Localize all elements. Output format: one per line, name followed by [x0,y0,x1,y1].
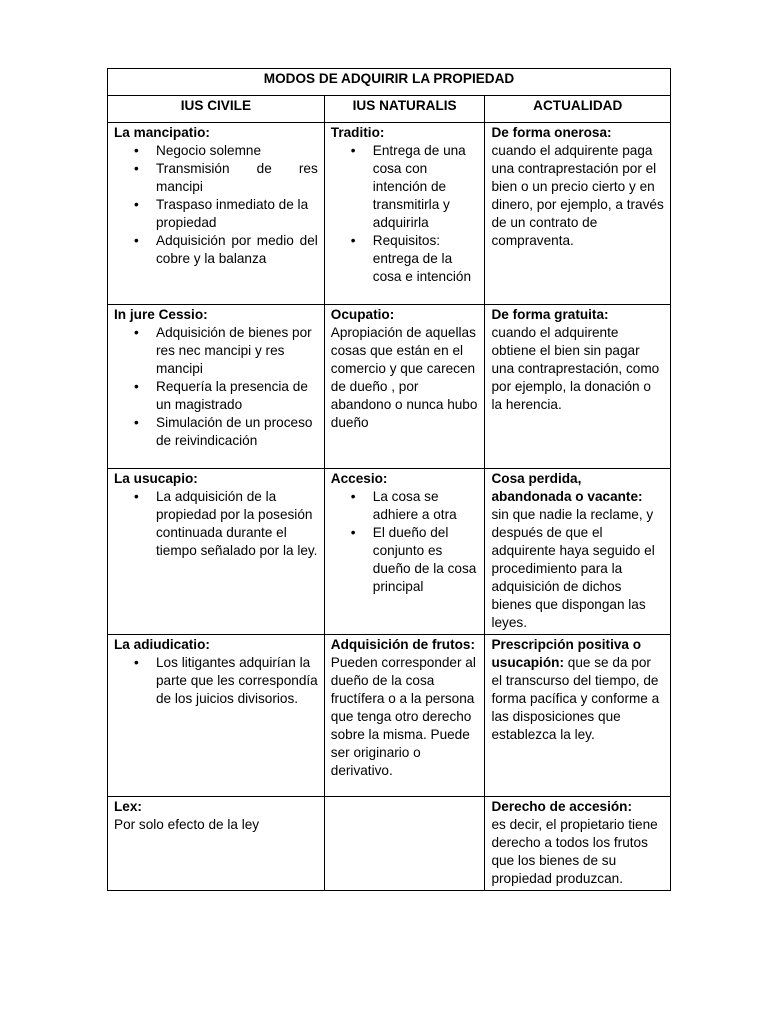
cell-ius-civile [108,123,325,305]
cell-heading: Traditio: [330,125,385,140]
cell-ius-naturalis [324,635,485,797]
cell-heading: Cosa perdida, abandonada o vacante: [491,471,643,504]
bullet-list [114,324,318,450]
cell-ius-civile [108,305,325,469]
cell-actualidad [485,797,671,891]
cell-text: cuando el adquirente paga una contraprestación por el bien o un precio cierto y en dinero, por ejemplo, a través de un contrato de compraventa. [491,143,664,248]
header-ius-civile: IUS CIVILE [108,96,325,123]
list-item: • Simulación de un proceso de reivindicación [156,414,318,450]
bullet-list [114,654,318,708]
bullet-list [114,142,318,268]
cell-text: Pueden corresponder al dueño de la cosa fructífera o a la persona que tenga otro derecho sobre la misma. Puede ser originario o derivativo. [330,655,476,778]
cell-ius-naturalis [324,305,485,469]
list-item: • Traspaso inmediato de la propiedad [156,196,318,232]
cell-heading: Lex: [114,799,142,814]
list-item: • Requisitos: entrega de la cosa e intención [373,232,479,286]
list-item: • Adquisición de bienes por res nec mancipi y res mancipi [156,324,318,378]
list-item: • Entrega de una cosa con intención de transmitirla y adquirirla [373,142,479,232]
bullet-list [331,142,479,286]
cell-heading: Adquisición de frutos: [330,637,476,652]
cell-heading: Prescripción positiva o usucapión: [491,637,642,670]
list-item: • La adquisición de la propiedad por la posesión continuada durante el tiempo señalado por la ley. [156,488,318,560]
cell-text: es decir, el propietario tiene derecho a todos los frutos que los bienes de su propiedad produzcan. [491,817,658,886]
cell-ius-naturalis-empty [324,797,485,891]
table-row [108,123,671,305]
property-acquisition-table [107,68,671,891]
cell-actualidad [485,123,671,305]
cell-text: sin que nadie la reclame, y después de que el adquirente haya seguido el procedimiento para la adquisición de dichos bienes que dispongan las leyes. [491,507,655,630]
cell-heading: In jure Cessio: [114,307,208,322]
list-item: • El dueño del conjunto es dueño de la cosa principal [373,524,479,596]
list-item: • La cosa se adhiere a otra [373,488,479,524]
list-item: • Requería la presencia de un magistrado [156,378,318,414]
cell-ius-naturalis [324,469,485,635]
list-item: • Transmisión de res mancipi [156,160,318,196]
cell-actualidad [485,305,671,469]
cell-text: Apropiación de aquellas cosas que están en el comercio y que carecen de dueño , por abandono o nunca hubo dueño [330,325,478,430]
list-item: • Negocio solemne [156,142,318,160]
cell-text: Por solo efecto de la ley [114,817,260,832]
cell-heading: De forma onerosa: [491,125,612,140]
cell-actualidad [485,635,671,797]
bullet-list [114,488,318,560]
cell-heading: La adiudicatio: [114,637,210,652]
cell-actualidad [485,469,671,635]
cell-ius-civile [108,469,325,635]
cell-heading: Accesio: [330,471,388,486]
cell-heading: Derecho de accesión: [491,799,632,814]
cell-text: que se da por el transcurso del tiempo, de forma pacífica y conforme a las disposiciones que establezca la ley. [491,655,660,742]
table-row [108,635,671,797]
cell-heading: De forma gratuita: [491,307,609,322]
bullet-list [331,488,479,596]
cell-heading: Ocupatio: [330,307,395,322]
list-item: • Los litigantes adquirían la parte que les correspondía de los juicios divisorios. [156,654,318,708]
table-title: MODOS DE ADQUIRIR LA PROPIEDAD [108,69,671,96]
header-actualidad: ACTUALIDAD [485,96,671,123]
header-ius-naturalis: IUS NATURALIS [324,96,485,123]
cell-heading: La usucapio: [114,471,198,486]
table-row [108,469,671,635]
list-item: • Adquisición por medio del cobre y la balanza [156,232,318,268]
table-row [108,797,671,891]
cell-ius-naturalis [324,123,485,305]
cell-ius-civile [108,635,325,797]
cell-ius-civile [108,797,325,891]
cell-heading: La mancipatio: [114,125,210,140]
cell-text: cuando el adquirente obtiene el bien sin pagar una contraprestación, como por ejemplo, la donación o la herencia. [491,325,660,412]
table-row [108,305,671,469]
